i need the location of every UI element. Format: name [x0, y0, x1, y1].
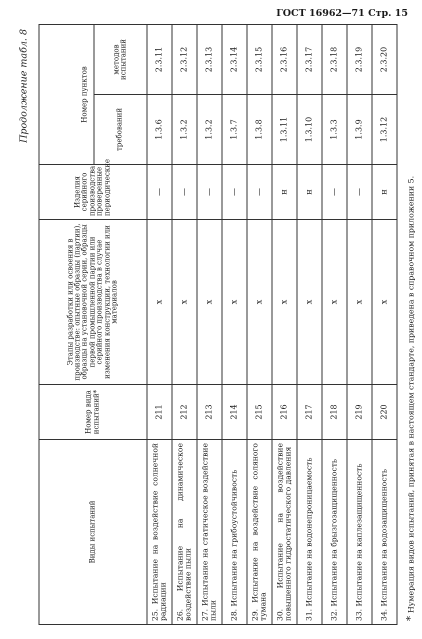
rotated-table-page	[18, 25, 417, 625]
footnote-text: Нумерация видов испытаний, принятая в настоящем стандарте, приведена в справочном приложении 5.	[406, 175, 416, 613]
table-row: 26. Испытание на динамическое воздействие пыли 212 х — 1.3.2 2.3.12	[172, 25, 197, 625]
tests-table	[39, 24, 398, 625]
table-row: 28. Испытание на грибоустойчивость 214 х — 1.3.7 2.3.14	[222, 25, 247, 625]
table-row: 33. Испытание на каплезащищенность 219 х — 1.3.9 2.3.19	[347, 25, 372, 625]
col-header-requirements: требований	[94, 95, 147, 165]
footnote	[406, 25, 417, 625]
table-row: 31. Испытание на водонепроницаемость 217 х н 1.3.10 2.3.17	[297, 25, 322, 625]
col-header-test-type: Виды испытаний	[39, 440, 147, 625]
col-header-test-number: Номер вида испытаний*	[39, 385, 147, 440]
table-row: 27. Испытание на статическое воздействие пыли 213 х — 1.3.2 2.3.13	[197, 25, 222, 625]
table-row: 34. Испытание на водозащищенность 220 х н 1.3.12 2.3.20	[372, 25, 397, 625]
table-row: 32. Испытание на брызгозащищенность 218 х — 1.3.3 2.3.18	[322, 25, 347, 625]
table-row: 29. Испытание на воздействие соляного тумана 215 х — 1.3.8 2.3.15	[247, 25, 272, 625]
page-header: ГОСТ 16962—71 Стр. 15	[276, 8, 408, 19]
col-header-methods: методов испытаний	[94, 25, 147, 95]
footnote-mark: *	[405, 616, 417, 621]
col-header-item-numbers: Номер пунктов	[78, 25, 95, 165]
table-row: 30. Испытание на воздействие повышенного гидростатического давления 216 х н 1.3.11 2.3.16	[272, 25, 297, 625]
col-header-stages: Этапы разработки или освоения в производстве: опытные образцы (партии), образцы на установочной серии, образцы первой промышленной партии или серийного производства в случае изменения конструкции, технологии или материалов	[39, 220, 147, 385]
table-row: 25. Испытание на воздействие солнечной радиации 211 х — 1.3.6 2.3.11	[147, 25, 172, 625]
table-continuation-label: Продолжение табл. 8	[18, 29, 30, 143]
col-header-serial: Изделия серийного производства проверенные периодические	[39, 165, 147, 220]
